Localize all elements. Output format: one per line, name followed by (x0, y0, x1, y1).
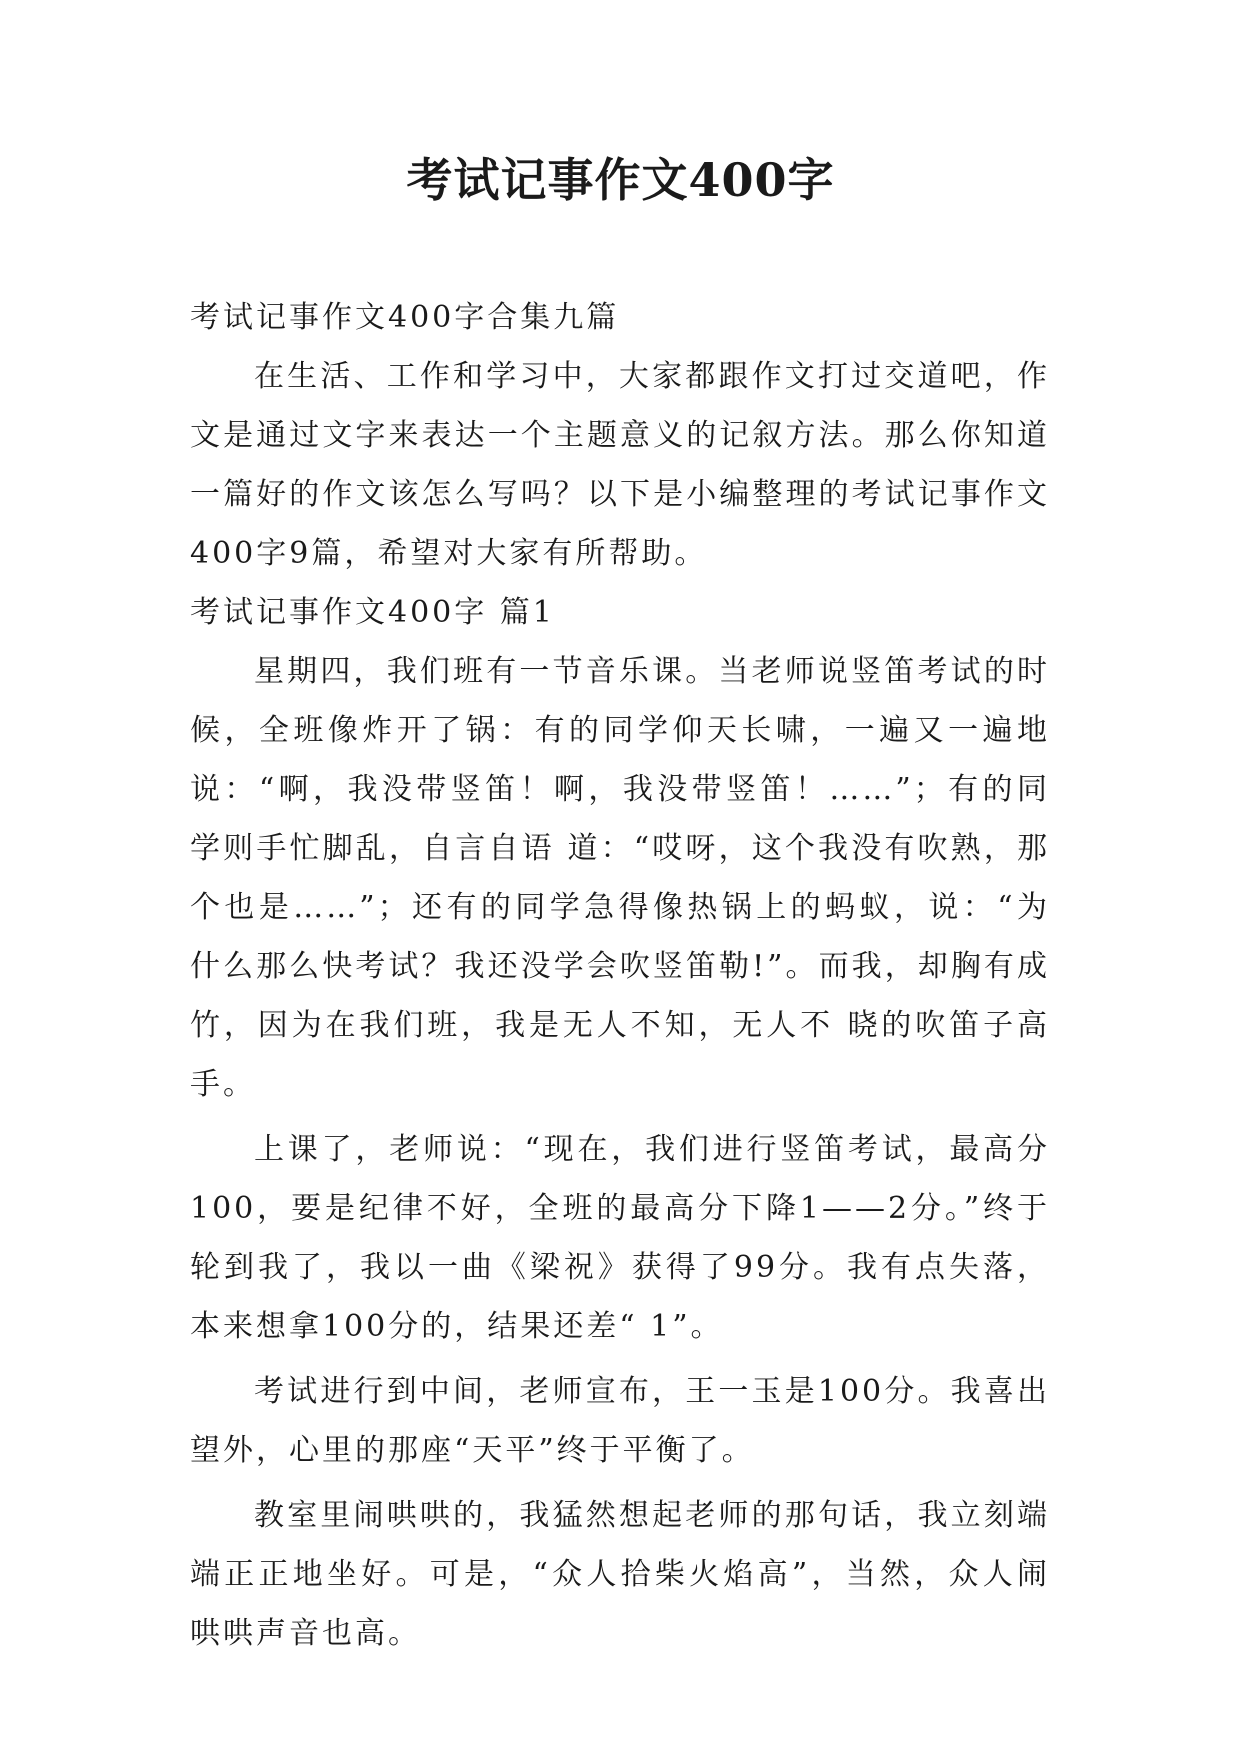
intro-paragraph: 在生活、工作和学习中，大家都跟作文打过交道吧，作文是通过文字来表达一个主题意义的记叙方法。那么你知道一篇好的作文该怎么写吗？以下是小编整理的考试记事作文400字9篇，希望对大家有所帮助。 (190, 359, 1050, 571)
essay-paragraph: 教室里闹哄哄的，我猛然想起老师的那句话，我立刻端端正正地坐好。可是，“众人拾柴火焰高”，当然，众人闹哄哄声音也高。 (190, 1498, 1050, 1651)
collection-subtitle: 考试记事作文400字合集九篇 (190, 300, 620, 335)
essay-paragraph: 星期四，我们班有一节音乐课。当老师说竖笛考试的时候，全班像炸开了锅：有的同学仰天长啸，一遍又一遍地说：“啊，我没带竖笛！啊，我没带竖笛！……”；有的同学则手忙脚乱，自言自语 道：“哎呀，这个我没有吹熟，那个也是……”；还有的同学急得像热锅上的蚂蚁，说：“为什么那么快考试？我还没学会吹竖笛勒!”。而我，却胸有成竹，因为在我们班，我是无人不知，无人不 晓的吹笛子高手。 (190, 654, 1050, 1102)
essay-paragraph: 上课了，老师说：“现在，我们进行竖笛考试，最高分100，要是纪律不好，全班的最高分下降1——2分。”终于轮到我了，我以一曲《梁祝》获得了99分。我有点失落，本来想拿100分的，结果还差“ 1”。 (190, 1132, 1050, 1344)
document-title: 考试记事作文400字 (406, 153, 835, 207)
document-body (190, 288, 1050, 1663)
essay-paragraph: 考试进行到中间，老师宣布，王一玉是100分。我喜出望外，心里的那座“天平”终于平衡了。 (190, 1374, 1050, 1468)
section-heading: 考试记事作文400字 篇1 (190, 595, 555, 630)
